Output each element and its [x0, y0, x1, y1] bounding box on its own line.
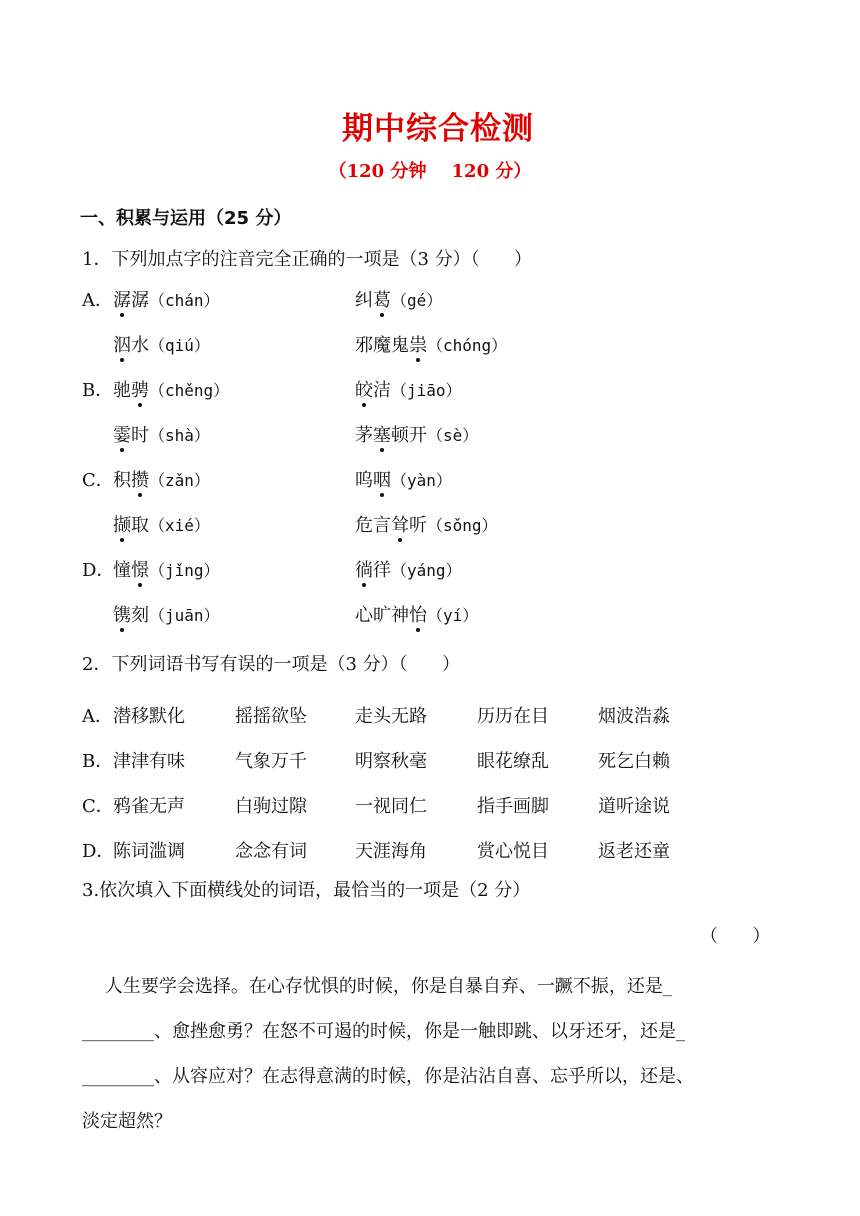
idiom-word: 陈词滥调 [113, 841, 185, 862]
dotted-character: 骋 [131, 380, 149, 401]
idiom-word: 指手画脚 [477, 796, 549, 817]
item-prefix: 心旷神 [355, 605, 409, 626]
option-letter: C． [82, 470, 114, 491]
dotted-character: 撷 [113, 515, 131, 536]
pinyin-item [355, 292, 442, 310]
page-subtitle: （120 分钟 120 分） [328, 161, 532, 182]
item-prefix: 憧 [113, 560, 131, 581]
option-letter: B． [82, 380, 114, 401]
item-suffix: 潺 [131, 290, 149, 311]
item-prefix: 纠 [355, 290, 373, 311]
item-suffix: 听 [409, 515, 427, 536]
item-suffix: 水 [131, 335, 149, 356]
dotted-character: 泅 [113, 335, 131, 356]
pinyin-annotation: （jiāo） [391, 381, 462, 400]
idiom-word: 赏心悦目 [477, 841, 549, 862]
idiom-word: 历历在目 [477, 706, 549, 727]
pinyin-item [113, 562, 220, 580]
section-heading: 一、积累与运用（25 分） [80, 208, 292, 229]
pinyin-item [355, 562, 462, 580]
dotted-character: 塞 [373, 425, 391, 446]
idiom-word: 死乞白赖 [598, 751, 670, 772]
pinyin-item [355, 517, 498, 535]
item-prefix: 积 [113, 470, 131, 491]
pinyin-annotation: （yí） [427, 606, 479, 625]
question-3-line: 淡定超然？ [82, 1111, 172, 1132]
dotted-character: 祟 [409, 335, 427, 356]
pinyin-annotation: （chěng） [149, 381, 230, 400]
pinyin-annotation: （juān） [149, 606, 220, 625]
option-letter: B． [82, 751, 114, 772]
item-suffix: 取 [131, 515, 149, 536]
pinyin-item [113, 472, 210, 490]
item-prefix: 茅 [355, 425, 373, 446]
dotted-character: 耸 [391, 515, 409, 536]
item-prefix: 危言 [355, 515, 391, 536]
pinyin-item [113, 517, 210, 535]
option-letter: C． [82, 796, 114, 817]
pinyin-annotation: （chóng） [427, 336, 508, 355]
pinyin-item [113, 607, 220, 625]
pinyin-annotation: （chán） [149, 291, 220, 310]
pinyin-annotation: （sè） [427, 426, 479, 445]
pinyin-annotation: （xié） [149, 516, 210, 535]
pinyin-item [355, 427, 478, 445]
pinyin-item [113, 427, 210, 445]
idiom-word: 明察秋毫 [355, 751, 427, 772]
question-3-stem: 3.依次填入下面横线处的词语，最恰当的一项是（2 分） [82, 880, 531, 901]
idiom-word: 气象万千 [235, 751, 307, 772]
idiom-word: 念念有词 [235, 841, 307, 862]
option-letter: D． [82, 841, 115, 862]
idiom-word: 天涯海角 [355, 841, 427, 862]
item-prefix: 呜 [355, 470, 373, 491]
idiom-word: 摇摇欲坠 [235, 706, 307, 727]
pinyin-item [355, 337, 507, 355]
pinyin-item [113, 337, 210, 355]
idiom-word: 走头无路 [355, 706, 427, 727]
pinyin-annotation: （sǒng） [427, 516, 498, 535]
question-2-stem: 2．下列词语书写有误的一项是（3 分）（ ） [82, 654, 460, 675]
idiom-word: 道听途说 [598, 796, 670, 817]
item-suffix: 顿开 [391, 425, 427, 446]
pinyin-item [355, 382, 462, 400]
question-3-line: ________、从容应对？在志得意满的时候，你是沾沾自喜、忘乎所以，还是、 [82, 1066, 694, 1087]
pinyin-annotation: （qiú） [149, 336, 210, 355]
page-title: 期中综合检测 [342, 111, 534, 147]
dotted-character: 葛 [373, 290, 391, 311]
idiom-word: 白驹过隙 [235, 796, 307, 817]
pinyin-item [113, 382, 229, 400]
pinyin-annotation: （yàn） [391, 471, 452, 490]
item-suffix: 洁 [373, 380, 391, 401]
idiom-word: 眼花缭乱 [477, 751, 549, 772]
dotted-character: 憬 [131, 560, 149, 581]
question-3-line: ________、愈挫愈勇？在怒不可遏的时候，你是一触即跳、以牙还牙，还是_ [82, 1021, 685, 1042]
dotted-character: 霎 [113, 425, 131, 446]
pinyin-annotation: （gé） [391, 291, 443, 310]
idiom-word: 鸦雀无声 [113, 796, 185, 817]
dotted-character: 攒 [131, 470, 149, 491]
pinyin-annotation: （jǐng） [149, 561, 220, 580]
dotted-character: 潺 [113, 290, 131, 311]
pinyin-annotation: （shà） [149, 426, 210, 445]
option-letter: A． [82, 706, 113, 727]
pinyin-item [113, 292, 220, 310]
item-prefix: 驰 [113, 380, 131, 401]
dotted-character: 怡 [409, 605, 427, 626]
pinyin-item [355, 607, 478, 625]
item-prefix: 邪魔鬼 [355, 335, 409, 356]
pinyin-annotation: （zǎn） [149, 471, 210, 490]
idiom-word: 津津有味 [113, 751, 185, 772]
dotted-character: 镌 [113, 605, 131, 626]
dotted-character: 徜 [355, 560, 373, 581]
idiom-word: 烟波浩淼 [598, 706, 670, 727]
question-3-answer-paren: （ ） [700, 926, 771, 947]
idiom-word: 返老还童 [598, 841, 670, 862]
idiom-word: 一视同仁 [355, 796, 427, 817]
option-letter: D． [82, 560, 115, 581]
pinyin-item [355, 472, 452, 490]
question-1-stem: 1．下列加点字的注音完全正确的一项是（3 分）（ ） [82, 249, 532, 270]
option-letter: A． [82, 290, 113, 311]
pinyin-annotation: （yáng） [391, 561, 462, 580]
dotted-character: 皎 [355, 380, 373, 401]
idiom-word: 潜移默化 [113, 706, 185, 727]
item-suffix: 刻 [131, 605, 149, 626]
item-suffix: 徉 [373, 560, 391, 581]
item-suffix: 时 [131, 425, 149, 446]
dotted-character: 咽 [373, 470, 391, 491]
question-3-line: 人生要学会选择。在心存忧惧的时候，你是自暴自弃、一蹶不振，还是_ [82, 976, 672, 997]
